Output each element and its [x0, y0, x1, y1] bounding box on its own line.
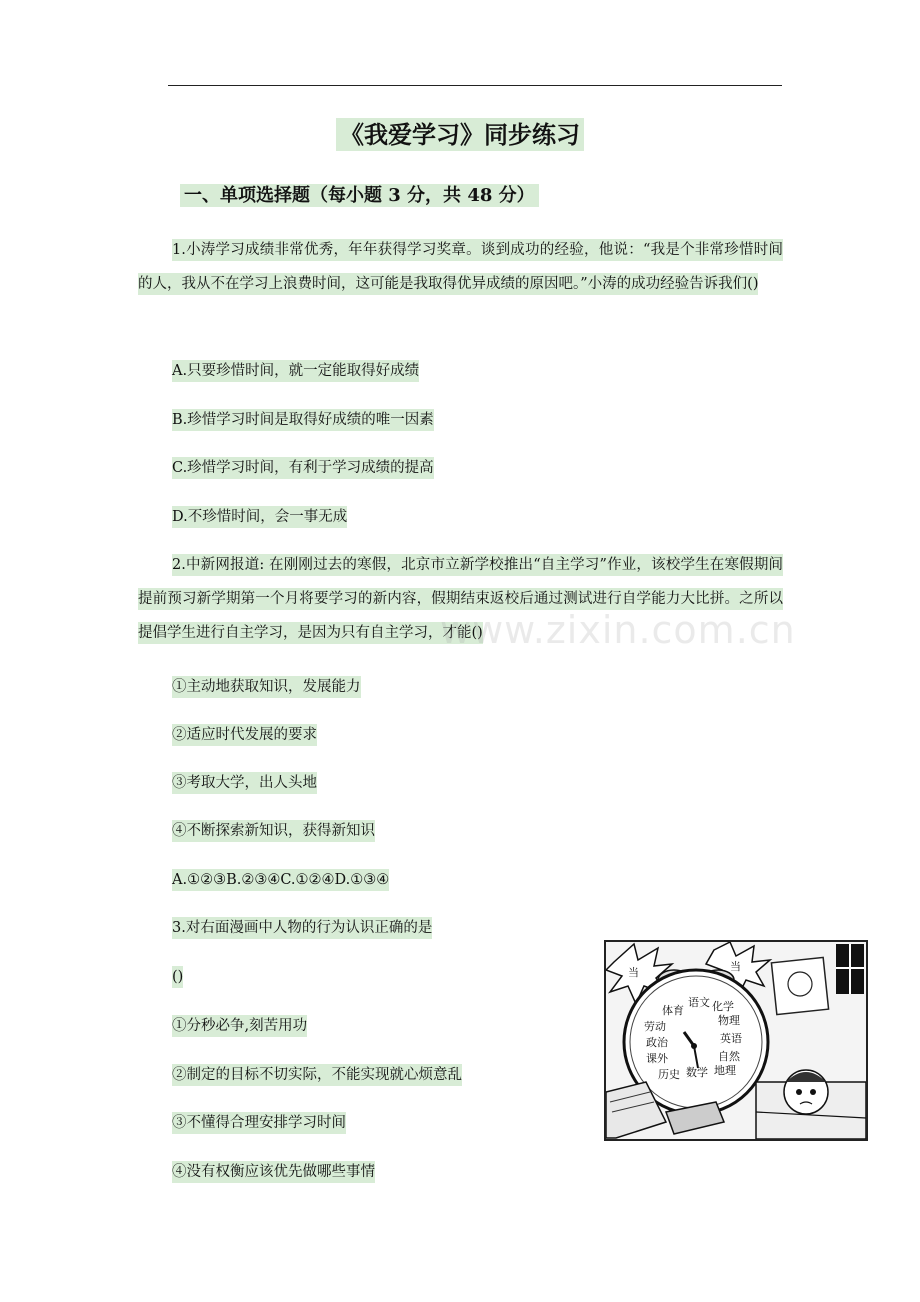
q2-item-4: ④不断探索新知识，获得新知识: [172, 820, 375, 842]
question-1-stem: 1.小涛学习成绩非常优秀，年年获得学习奖章。谈到成功的经验，他说：“我是个非常珍惜时间的人，我从不在学习上浪费时间，这可能是我取得优异成绩的原因吧。”小涛的成功经验告诉我们(): [138, 233, 783, 301]
comic-subject-9: 地理: [714, 1064, 736, 1077]
comic-subject-3: 物理: [718, 1014, 740, 1027]
comic-sound-right: 当: [730, 960, 741, 973]
page-title: 《我爱学习》同步练习: [0, 118, 920, 152]
q3-blank: (): [172, 966, 183, 988]
comic-subject-8: 课外: [646, 1052, 668, 1065]
q2-item-2: ②适应时代发展的要求: [172, 724, 317, 746]
comic-subject-0: 体育: [662, 1004, 684, 1017]
comic-subject-1: 语文: [688, 996, 710, 1009]
q3-item-1: ①分秒必争,刻苦用功: [172, 1015, 307, 1037]
q2-choices: A.①②③B.②③④C.①②④D.①③④: [172, 869, 389, 891]
section-heading: 一、单项选择题（每小题 3 分，共 48 分）: [180, 183, 539, 209]
watermark: www.zixin.com.cn: [440, 608, 796, 652]
comic-subject-10: 历史: [658, 1068, 680, 1081]
q3-item-2: ②制定的目标不切实际，不能实现就心烦意乱: [172, 1064, 462, 1086]
question-2-stem: 2.中新网报道: 在刚刚过去的寒假，北京市立新学校推出“自主学习”作业，该校学生在寒假期间提前预习新学期第一个月将要学习的新内容，假期结束返校后通过测试进行自学能力大比拼。之所以提倡学生进行自主学习，是因为只有自主学习，才能(): [138, 548, 783, 650]
comic-illustration: [604, 940, 868, 1141]
comic-subject-2: 化学: [712, 1000, 734, 1013]
header-rule: [168, 85, 782, 86]
comic-subject-7: 自然: [718, 1050, 740, 1063]
q1-option-b: B.珍惜学习时间是取得好成绩的唯一因素: [172, 409, 434, 431]
q2-item-3: ③考取大学，出人头地: [172, 772, 317, 794]
question-3-stem: 3.对右面漫画中人物的行为认识正确的是: [172, 917, 432, 939]
q1-option-d: D.不珍惜时间，会一事无成: [172, 506, 347, 528]
q3-item-4: ④没有权衡应该优先做哪些事情: [172, 1161, 375, 1183]
q1-option-a: A.只要珍惜时间，就一定能取得好成绩: [172, 360, 419, 382]
q2-item-1: ①主动地获取知识，发展能力: [172, 676, 361, 698]
comic-subject-4: 劳动: [644, 1020, 666, 1033]
q3-item-3: ③不懂得合理安排学习时间: [172, 1112, 346, 1134]
comic-subject-11: 数学: [686, 1066, 708, 1079]
comic-subject-5: 英语: [720, 1032, 742, 1045]
q1-option-c: C.珍惜学习时间，有利于学习成绩的提高: [172, 457, 434, 479]
comic-subject-6: 政治: [646, 1036, 668, 1049]
comic-sound-left: 当: [628, 966, 639, 979]
